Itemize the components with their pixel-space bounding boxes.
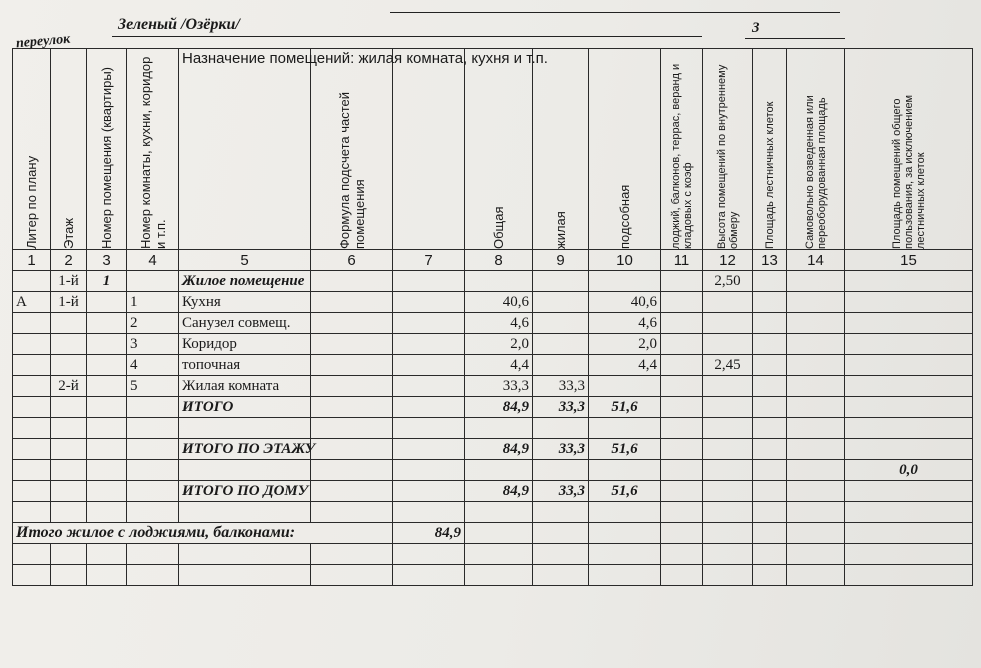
col-12-title: Высота помещений по внутреннему обмеру [715, 64, 740, 249]
section-row [13, 271, 973, 292]
litera-cell [13, 355, 51, 376]
total-area-cell: 2,0 [465, 334, 533, 355]
col-13-title: Площадь лестничных клеток [763, 101, 776, 249]
spacer-row [13, 418, 973, 439]
spacer-row [13, 544, 973, 565]
col-5-title: Назначение помещений: жилая комната, кухня и т.п. [179, 49, 311, 250]
house-living: 33,3 [533, 481, 589, 502]
col-3-title: Номер помещения (квартиры) [99, 66, 114, 249]
col-10-title: подсобная [617, 184, 632, 249]
explication-table [12, 48, 973, 586]
room-name-cell: Кухня [179, 292, 311, 313]
common-area: 0,0 [845, 460, 973, 481]
house-total: 84,9 [465, 481, 533, 502]
col-num: 6 [311, 250, 393, 271]
house-number: 3 [752, 20, 760, 36]
room-cell: 5 [127, 376, 179, 397]
aux-area-cell [589, 376, 661, 397]
floor-total-label: ИТОГО ПО ЭТАЖУ [179, 439, 311, 460]
living-area-cell [533, 292, 589, 313]
floor-aux: 51,6 [589, 439, 661, 460]
total-area-cell: 33,3 [465, 376, 533, 397]
aux-area-cell: 4,6 [589, 313, 661, 334]
itogo-label: ИТОГО [179, 397, 311, 418]
room-cell: 1 [127, 292, 179, 313]
aux-area-cell: 4,4 [589, 355, 661, 376]
col-num: 10 [589, 250, 661, 271]
address-line-top [390, 12, 840, 13]
floor-total: 84,9 [465, 439, 533, 460]
street-label: переулок [15, 31, 71, 52]
col-num: 11 [661, 250, 703, 271]
col-num: 3 [87, 250, 127, 271]
col-1-title: Литер по плану [24, 155, 39, 249]
floor-cell [51, 355, 87, 376]
table-row [13, 376, 973, 397]
col-num: 13 [753, 250, 787, 271]
col-8-title: Общая [491, 206, 506, 249]
table-row [13, 292, 973, 313]
header-row [13, 49, 973, 250]
address: Зеленый /Озёрки/ [118, 16, 240, 33]
height-cell [703, 376, 753, 397]
col-num: 7 [393, 250, 465, 271]
height-cell [703, 334, 753, 355]
living-area-cell [533, 334, 589, 355]
col-num: 2 [51, 250, 87, 271]
table-row [13, 313, 973, 334]
loggia-total-row [13, 523, 973, 544]
floor-total-row [13, 439, 973, 460]
col-num: 8 [465, 250, 533, 271]
room-name-cell: Жилая комната [179, 376, 311, 397]
col-14-title: Самовольно возведенная или переоборудованная площадь [803, 95, 828, 249]
living-area-cell: 33,3 [533, 376, 589, 397]
litera-cell [13, 313, 51, 334]
total-area-cell: 4,4 [465, 355, 533, 376]
floor-cell [51, 334, 87, 355]
itogo-living: 33,3 [533, 397, 589, 418]
col-11-title: лоджий, балконов, террас, веранд и кладовых с коэф [669, 63, 694, 249]
aux-area-cell: 40,6 [589, 292, 661, 313]
loggia-total-label: Итого жилое с лоджиями, балконами: [13, 523, 393, 544]
room-name-cell: Коридор [179, 334, 311, 355]
column-numbers-row [13, 250, 973, 271]
apartment-cell: 1 [87, 271, 127, 292]
col-num: 1 [13, 250, 51, 271]
total-area-cell: 40,6 [465, 292, 533, 313]
itogo-row [13, 397, 973, 418]
itogo-aux: 51,6 [589, 397, 661, 418]
room-cell: 3 [127, 334, 179, 355]
litera-cell [13, 376, 51, 397]
height-cell [703, 292, 753, 313]
living-area-cell [533, 355, 589, 376]
address-line [112, 36, 702, 37]
total-area-cell: 4,6 [465, 313, 533, 334]
col-num: 4 [127, 250, 179, 271]
house-number-line [745, 38, 845, 39]
litera-cell [13, 334, 51, 355]
spacer-row [13, 460, 973, 481]
height-cell: 2,50 [703, 271, 753, 292]
room-name-cell: топочная [179, 355, 311, 376]
house-total-label: ИТОГО ПО ДОМУ [179, 481, 311, 502]
height-cell: 2,45 [703, 355, 753, 376]
spacer-row [13, 565, 973, 586]
table-row [13, 334, 973, 355]
table-row [13, 355, 973, 376]
litera-cell: А [13, 292, 51, 313]
loggia-total-value: 84,9 [393, 523, 465, 544]
room-name-cell: Санузел совмещ. [179, 313, 311, 334]
aux-area-cell: 2,0 [589, 334, 661, 355]
col-4-title: Номер комнаты, кухни, коридор и т.п. [137, 56, 168, 249]
floor-living: 33,3 [533, 439, 589, 460]
living-area-cell [533, 313, 589, 334]
col-2-title: Этаж [61, 217, 76, 249]
house-aux: 51,6 [589, 481, 661, 502]
room-cell: 4 [127, 355, 179, 376]
col-9-title: жилая [553, 211, 568, 249]
floor-cell [51, 313, 87, 334]
col-15-title: Площадь помещений общего пользования, за исключением лестничных клеток [890, 94, 927, 249]
floor-cell: 2-й [51, 376, 87, 397]
col-num: 15 [845, 250, 973, 271]
section-label: Жилое помещение [179, 271, 311, 292]
floor-cell: 1-й [51, 292, 87, 313]
house-total-row [13, 481, 973, 502]
col-6-title: Формула подсчета частей помещения [336, 91, 367, 249]
itogo-total: 84,9 [465, 397, 533, 418]
col-num: 5 [179, 250, 311, 271]
col-num: 9 [533, 250, 589, 271]
height-cell [703, 313, 753, 334]
spacer-row [13, 502, 973, 523]
col-num: 14 [787, 250, 845, 271]
col-num: 12 [703, 250, 753, 271]
floor-cell: 1-й [51, 271, 87, 292]
room-cell: 2 [127, 313, 179, 334]
